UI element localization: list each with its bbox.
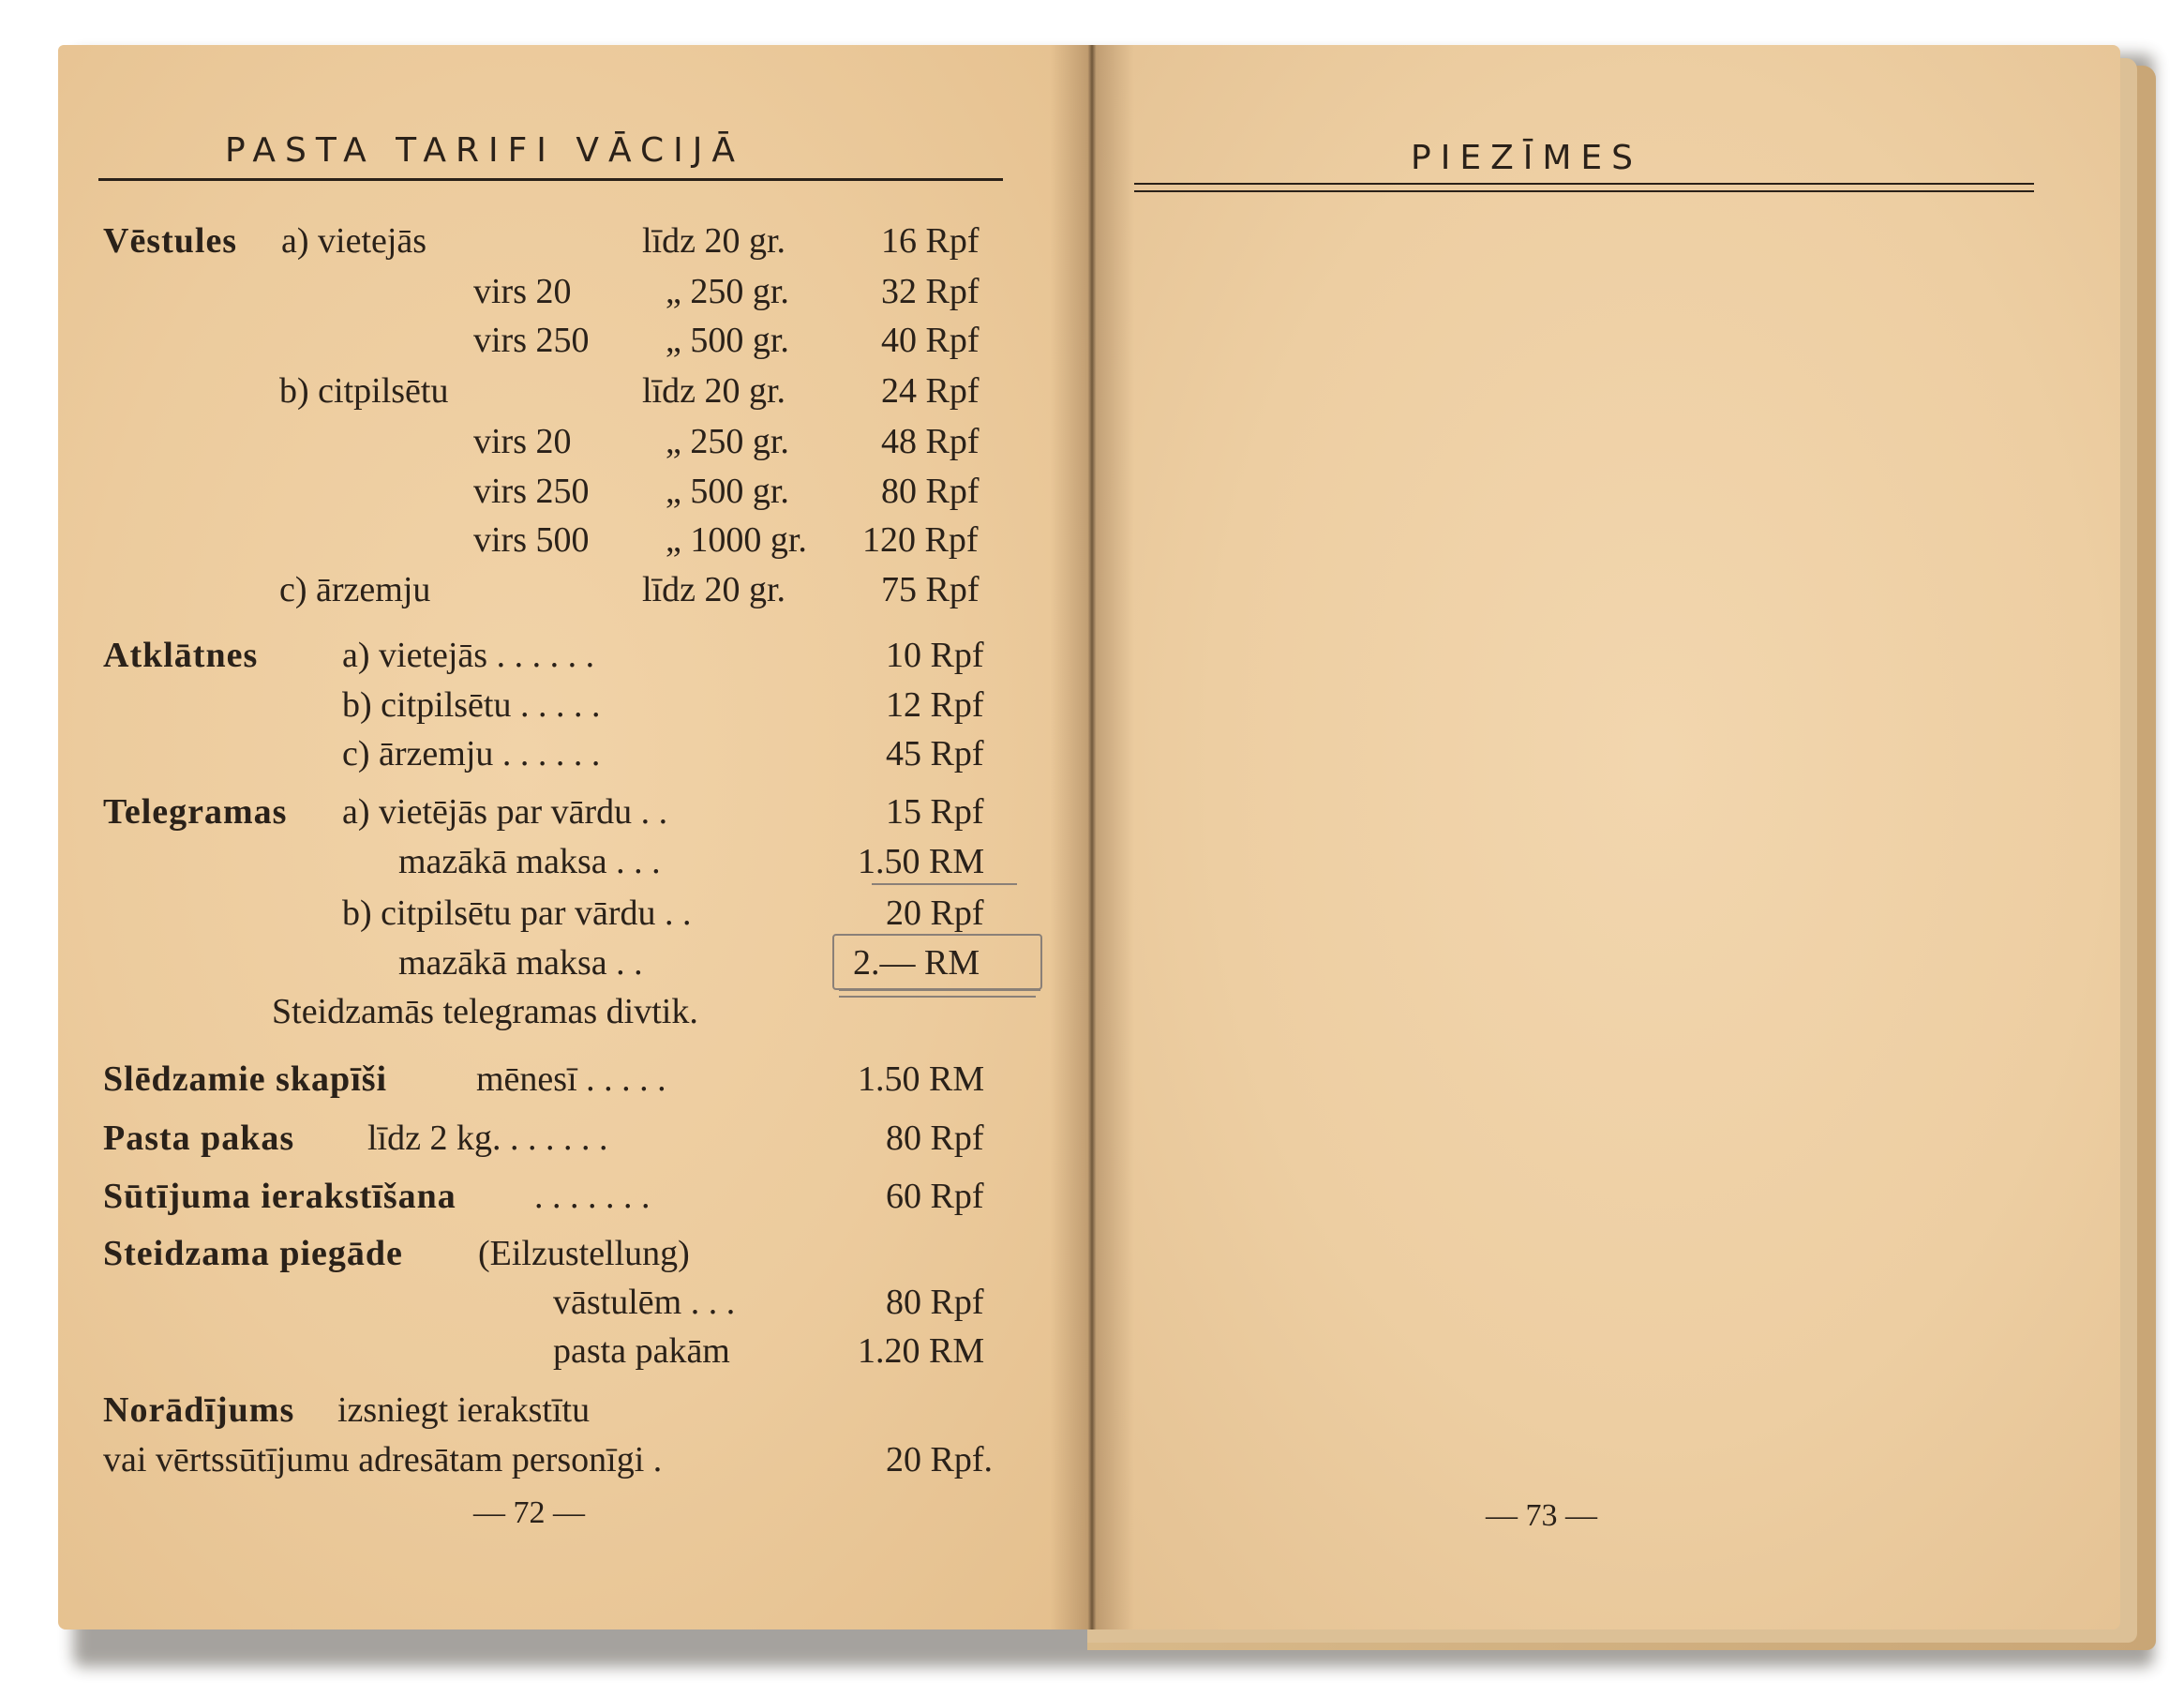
- tariff-item: (Eilzustellung): [478, 1234, 690, 1273]
- tariff-item: . . . . . . .: [534, 1177, 651, 1216]
- section-label: Telegramas: [103, 792, 288, 832]
- tariff-item: a) vietejās: [281, 221, 427, 261]
- right-page-header: PIEZĪMES: [1411, 139, 1643, 177]
- tariff-item: līdz 2 kg. . . . . . .: [367, 1119, 608, 1158]
- tariff-price: 1.20 RM: [858, 1331, 985, 1371]
- tariff-item: a) vietējās par vārdu . .: [342, 792, 668, 832]
- book-gutter: [1050, 45, 1134, 1629]
- pencil-underline: [839, 996, 1036, 998]
- right-header-rule-top: [1134, 183, 2034, 185]
- pencil-underline: [839, 989, 1040, 991]
- tariff-weight: „ 250 gr.: [666, 272, 789, 311]
- tariff-price: 40 Rpf: [881, 321, 980, 360]
- tariff-price: 24 Rpf: [881, 371, 980, 411]
- tariff-item: vai vērtssūtījumu adresātam personīgi .: [103, 1440, 663, 1479]
- tariff-price: 48 Rpf: [881, 422, 980, 461]
- left-header-rule: [98, 178, 1003, 181]
- tariff-price: 20 Rpf: [886, 894, 984, 933]
- left-page-number: — 72 —: [473, 1495, 585, 1530]
- tariff-item: mazākā maksa . . .: [398, 842, 661, 881]
- tariff-weight: līdz 20 gr.: [642, 221, 786, 261]
- tariff-price: 80 Rpf: [881, 472, 980, 511]
- pencil-underline: [872, 883, 1017, 885]
- section-label: Vēstules: [103, 221, 238, 261]
- tariff-weight: „ 500 gr.: [666, 472, 789, 511]
- tariff-price: 20 Rpf.: [886, 1440, 993, 1479]
- tariff-price: 60 Rpf: [886, 1177, 984, 1216]
- tariff-weight: līdz 20 gr.: [642, 570, 786, 609]
- tariff-price: 80 Rpf: [886, 1119, 984, 1158]
- tariff-range: virs 20: [473, 422, 572, 461]
- tariff-price: 32 Rpf: [881, 272, 980, 311]
- tariff-item: a) vietejās . . . . . .: [342, 636, 595, 675]
- tariff-weight: „ 500 gr.: [666, 321, 789, 360]
- tariff-item: b) citpilsētu: [279, 371, 449, 411]
- tariff-price: 16 Rpf: [881, 221, 980, 261]
- section-label: Pasta pakas: [103, 1119, 295, 1158]
- right-page: [1089, 45, 2120, 1629]
- tariff-weight: līdz 20 gr.: [642, 371, 786, 411]
- section-label: Atklātnes: [103, 636, 259, 675]
- right-header-rule-bottom: [1134, 190, 2034, 192]
- tariff-price: 80 Rpf: [886, 1283, 984, 1322]
- tariff-item: izsniegt ierakstītu: [337, 1390, 591, 1430]
- tariff-item: c) ārzemju: [279, 570, 431, 609]
- tariff-item: vāstulēm . . .: [553, 1283, 736, 1322]
- tariff-item: b) citpilsētu . . . . .: [342, 685, 601, 725]
- tariff-price: 45 Rpf: [886, 734, 984, 773]
- section-label: Slēdzamie skapīši: [103, 1059, 388, 1099]
- tariff-item: pasta pakām: [553, 1331, 730, 1371]
- tariff-price: 75 Rpf: [881, 570, 980, 609]
- tariff-price: 15 Rpf: [886, 792, 984, 832]
- tariff-item: b) citpilsētu par vārdu . .: [342, 894, 692, 933]
- section-label: Sūtījuma ierakstīšana: [103, 1177, 456, 1216]
- tariff-price: 10 Rpf: [886, 636, 984, 675]
- section-label: Norādījums: [103, 1390, 295, 1430]
- tariff-price: 2.— RM: [853, 943, 980, 983]
- tariff-price: 12 Rpf: [886, 685, 984, 725]
- tariff-item: mazākā maksa . .: [398, 943, 643, 983]
- tariff-price: 1.50 RM: [858, 842, 985, 881]
- tariff-note: Steidzamās telegramas divtik.: [272, 992, 698, 1031]
- tariff-weight: „ 1000 gr.: [666, 520, 807, 560]
- tariff-range: virs 250: [473, 472, 590, 511]
- section-label: Steidzama piegāde: [103, 1234, 403, 1273]
- right-page-number: — 73 —: [1486, 1498, 1597, 1533]
- tariff-item: mēnesī . . . . .: [476, 1059, 666, 1099]
- tariff-range: virs 20: [473, 272, 572, 311]
- tariff-range: virs 250: [473, 321, 590, 360]
- tariff-price: 120 Rpf: [862, 520, 979, 560]
- left-page-header: PASTA TARIFI VĀCIJĀ: [225, 131, 744, 170]
- tariff-item: c) ārzemju . . . . . .: [342, 734, 601, 773]
- tariff-price: 1.50 RM: [858, 1059, 985, 1099]
- tariff-weight: „ 250 gr.: [666, 422, 789, 461]
- tariff-range: virs 500: [473, 520, 590, 560]
